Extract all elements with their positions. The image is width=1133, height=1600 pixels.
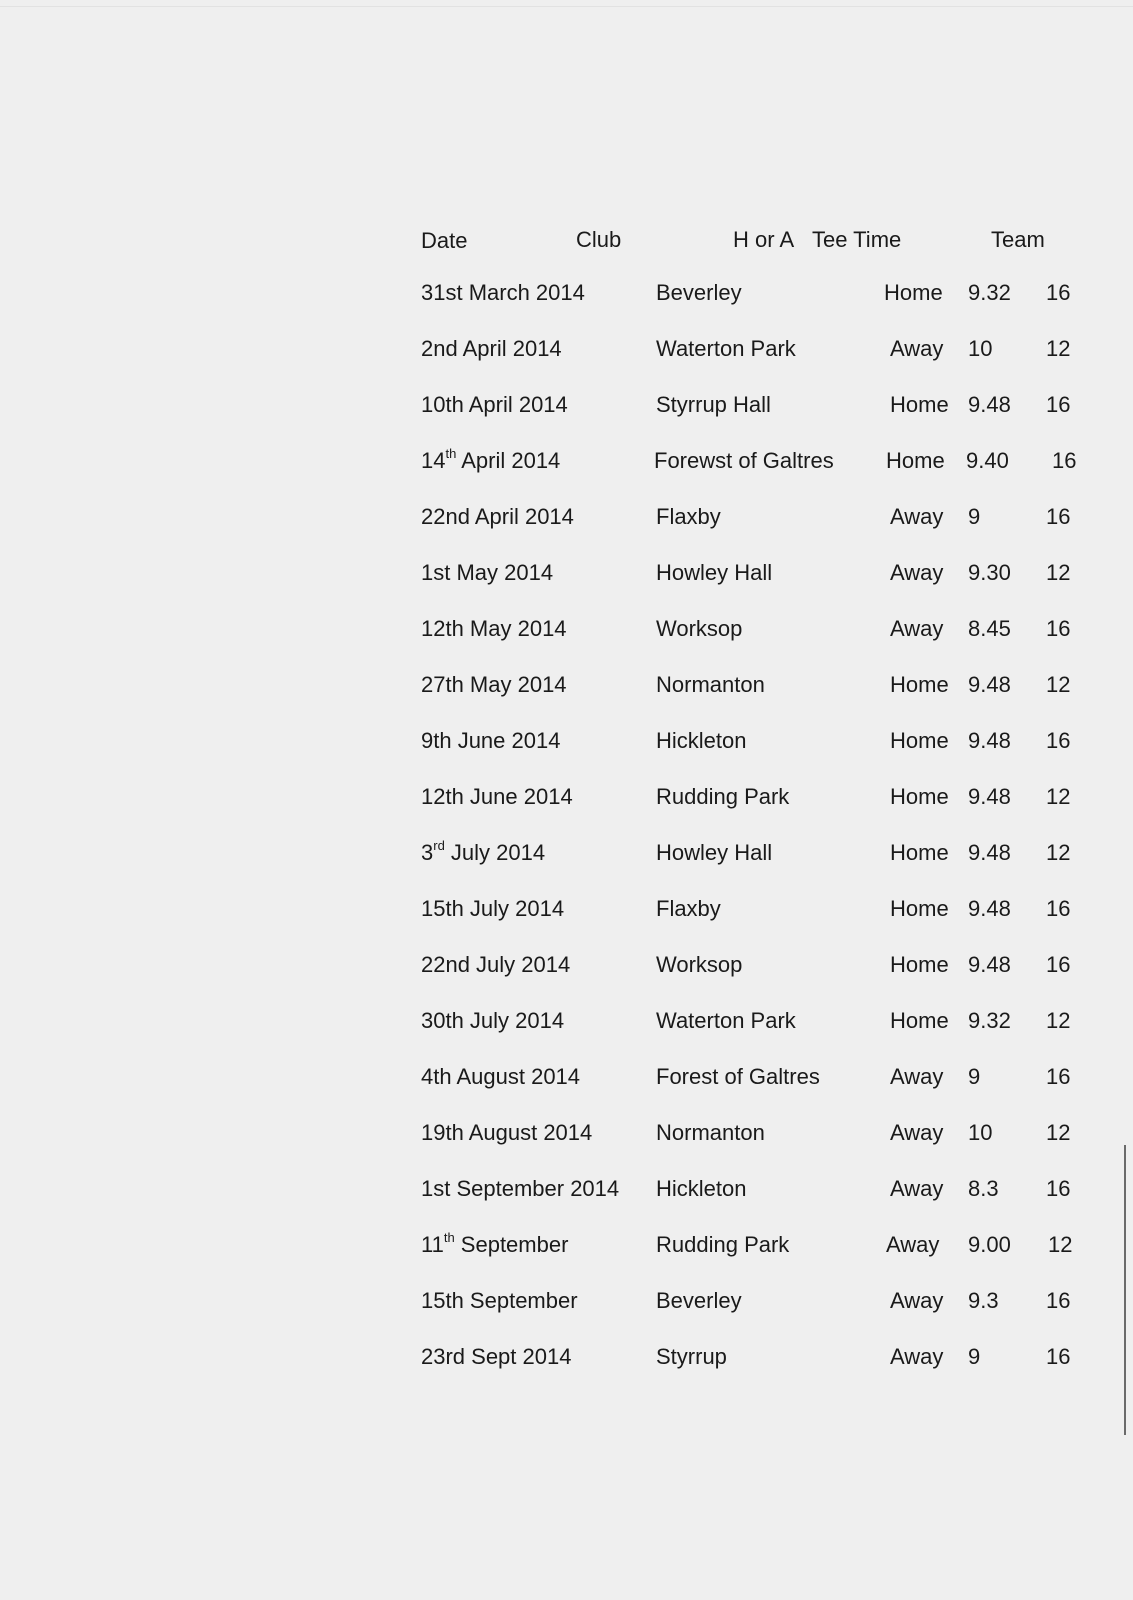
fixture-date-main: 14 [421, 448, 446, 473]
header-date: Date [421, 228, 468, 253]
fixture-team-size: 12 [1046, 560, 1071, 585]
fixture-tee-time: 8.45 [968, 616, 1011, 641]
fixture-date-ordinal: th [445, 446, 457, 461]
fixture-team-size: 16 [1046, 392, 1071, 417]
fixture-home-away: Away [890, 616, 944, 641]
fixture-row [0, 448, 1133, 504]
fixture-date [421, 1176, 619, 1202]
fixture-home-away: Home [890, 392, 949, 417]
fixture-date [421, 1344, 571, 1370]
fixture-team-size: 16 [1046, 1288, 1071, 1313]
fixture-tee-time: 9.00 [968, 1232, 1011, 1257]
fixture-date [421, 560, 553, 586]
fixture-row [0, 504, 1133, 560]
fixture-home-away: Away [890, 504, 944, 529]
fixture-club: Normanton [656, 1120, 765, 1145]
fixture-row [0, 672, 1133, 728]
fixture-date [421, 784, 573, 810]
fixture-date [421, 280, 585, 306]
fixture-club: Beverley [656, 280, 742, 305]
fixture-date-main: 2nd April 2014 [421, 336, 562, 361]
fixture-row [0, 560, 1133, 616]
fixture-date-main: 12th May 2014 [421, 616, 567, 641]
fixture-home-away: Home [890, 672, 949, 697]
fixture-date [421, 840, 545, 866]
fixture-row [0, 784, 1133, 840]
fixture-row [0, 952, 1133, 1008]
fixture-date-main: 1st September 2014 [421, 1176, 620, 1201]
fixture-tee-time: 9 [968, 1064, 981, 1089]
fixture-row [0, 1288, 1133, 1344]
fixture-date-main: 31st March 2014 [421, 280, 585, 305]
fixture-tee-time: 8.3 [968, 1176, 999, 1201]
fixture-date [421, 1288, 578, 1314]
fixture-date-main: 19th August 2014 [421, 1120, 593, 1145]
fixture-list [0, 280, 1133, 1400]
fixture-date-main: 27th May 2014 [421, 672, 567, 697]
fixture-tee-time: 9.48 [968, 840, 1011, 865]
fixture-team-size: 12 [1046, 1008, 1071, 1033]
fixture-club: Normanton [656, 672, 765, 697]
fixture-home-away: Away [890, 1064, 944, 1089]
fixture-date [421, 1232, 568, 1258]
fixture-date-main: 15th September [421, 1288, 578, 1313]
fixture-row [0, 1232, 1133, 1288]
fixture-home-away: Away [890, 1288, 944, 1313]
fixture-club: Waterton Park [656, 1008, 796, 1033]
fixture-home-away: Away [886, 1232, 940, 1257]
fixture-date-rest: April 2014 [456, 448, 561, 473]
fixture-club: Waterton Park [656, 336, 796, 361]
fixture-tee-time: 9.48 [968, 392, 1011, 417]
fixture-tee-time: 9.30 [968, 560, 1011, 585]
fixture-date-main: 22nd April 2014 [421, 504, 574, 529]
fixture-date [421, 336, 562, 362]
fixture-date [421, 896, 564, 922]
fixture-home-away: Home [890, 952, 949, 977]
fixture-home-away: Away [890, 336, 944, 361]
fixture-row [0, 1176, 1133, 1232]
fixture-date [421, 392, 568, 418]
fixture-tee-time: 10 [968, 336, 993, 361]
fixture-date-main: 22nd July 2014 [421, 952, 571, 977]
fixture-team-size: 12 [1046, 672, 1071, 697]
fixture-club: Forest of Galtres [656, 1064, 820, 1089]
fixture-row [0, 1008, 1133, 1064]
fixture-date-main: 3 [421, 840, 434, 865]
fixture-row [0, 1344, 1133, 1400]
scan-top-edge [0, 6, 1133, 7]
fixture-home-away: Away [890, 1176, 944, 1201]
fixture-club: Beverley [656, 1288, 742, 1313]
fixture-row [0, 336, 1133, 392]
fixture-club: Flaxby [656, 896, 721, 921]
fixture-date-main: 10th April 2014 [421, 392, 568, 417]
fixture-team-size: 16 [1046, 280, 1071, 305]
fixture-team-size: 12 [1046, 784, 1071, 809]
fixture-row [0, 896, 1133, 952]
fixture-date-main: 30th July 2014 [421, 1008, 565, 1033]
fixture-home-away: Home [890, 784, 949, 809]
fixture-team-size: 16 [1046, 728, 1071, 753]
fixture-club: Styrrup [656, 1344, 727, 1369]
fixture-tee-time: 9 [968, 1344, 981, 1369]
fixture-team-size: 16 [1046, 504, 1071, 529]
fixture-club: Worksop [656, 952, 743, 977]
fixture-club: Worksop [656, 616, 743, 641]
fixture-tee-time: 9.48 [968, 896, 1011, 921]
fixture-club: Rudding Park [656, 1232, 790, 1257]
fixture-home-away: Home [890, 840, 949, 865]
table-header [0, 224, 1133, 254]
scan-margin-line [1124, 1145, 1126, 1435]
fixture-tee-time: 10 [968, 1120, 993, 1145]
fixture-date-main: 12th June 2014 [421, 784, 573, 809]
fixture-club: Hickleton [656, 728, 747, 753]
fixture-date-ordinal: th [443, 1230, 455, 1245]
fixture-team-size: 12 [1046, 336, 1071, 361]
fixture-home-away: Home [890, 728, 949, 753]
fixture-date-main: 4th August 2014 [421, 1064, 581, 1089]
fixture-home-away: Away [890, 1120, 944, 1145]
fixture-tee-time: 9.48 [968, 672, 1011, 697]
fixture-tee-time: 9.3 [968, 1288, 999, 1313]
fixture-club: Flaxby [656, 504, 721, 529]
fixture-date-main: 11 [421, 1232, 444, 1257]
fixture-home-away: Away [890, 1344, 944, 1369]
fixture-team-size: 16 [1046, 896, 1071, 921]
fixture-tee-time: 9 [968, 504, 981, 529]
fixture-row [0, 840, 1133, 896]
fixture-row [0, 392, 1133, 448]
fixture-home-away: Away [890, 560, 944, 585]
fixture-team-size: 16 [1046, 1176, 1071, 1201]
fixture-club: Styrrup Hall [656, 392, 771, 417]
fixture-home-away: Home [890, 896, 949, 921]
fixture-date [421, 616, 567, 642]
fixture-tee-time: 9.32 [968, 1008, 1011, 1033]
header-team: Team [991, 227, 1045, 252]
fixture-tee-time: 9.48 [968, 952, 1011, 977]
fixture-row [0, 728, 1133, 784]
fixture-row [0, 1120, 1133, 1176]
fixture-date [421, 504, 574, 530]
fixture-club: Forewst of Galtres [654, 448, 834, 473]
fixture-team-size: 12 [1046, 840, 1071, 865]
fixture-row [0, 1064, 1133, 1120]
fixture-home-away: Home [886, 448, 945, 473]
fixture-date [421, 672, 567, 698]
fixture-club: Hickleton [656, 1176, 747, 1201]
fixture-tee-time: 9.32 [968, 280, 1011, 305]
fixture-club: Howley Hall [656, 560, 773, 585]
fixture-date [421, 952, 570, 978]
fixture-date-rest: July 2014 [444, 840, 546, 865]
fixture-home-away: Home [890, 1008, 949, 1033]
fixture-row [0, 280, 1133, 336]
header-tee-time: Tee Time [812, 227, 902, 252]
fixture-date-main: 1st May 2014 [421, 560, 554, 585]
fixture-team-size: 16 [1046, 952, 1071, 977]
fixture-home-away: Home [884, 280, 943, 305]
fixture-tee-time: 9.48 [968, 728, 1011, 753]
fixture-club: Howley Hall [656, 840, 773, 865]
fixture-tee-time: 9.40 [966, 448, 1009, 473]
fixture-team-size: 16 [1046, 1344, 1071, 1369]
fixture-club: Rudding Park [656, 784, 790, 809]
fixture-team-size: 12 [1046, 1120, 1071, 1145]
fixture-tee-time: 9.48 [968, 784, 1011, 809]
fixture-date-ordinal: rd [433, 838, 445, 853]
fixture-date [421, 728, 560, 754]
header-h-or-a: H or A [733, 227, 795, 252]
fixture-team-size: 16 [1052, 448, 1077, 473]
fixture-date-rest: September [454, 1232, 569, 1257]
fixture-date [421, 1120, 592, 1146]
fixture-team-size: 12 [1048, 1232, 1073, 1257]
fixture-date-main: 23rd Sept 2014 [421, 1344, 572, 1369]
header-club: Club [576, 227, 622, 252]
fixture-team-size: 16 [1046, 1064, 1071, 1089]
fixture-date-main: 9th June 2014 [421, 728, 561, 753]
fixture-date [421, 1008, 564, 1034]
fixture-date-main: 15th July 2014 [421, 896, 565, 921]
fixture-row [0, 616, 1133, 672]
fixture-date [421, 448, 560, 474]
fixture-team-size: 16 [1046, 616, 1071, 641]
fixture-date [421, 1064, 580, 1090]
